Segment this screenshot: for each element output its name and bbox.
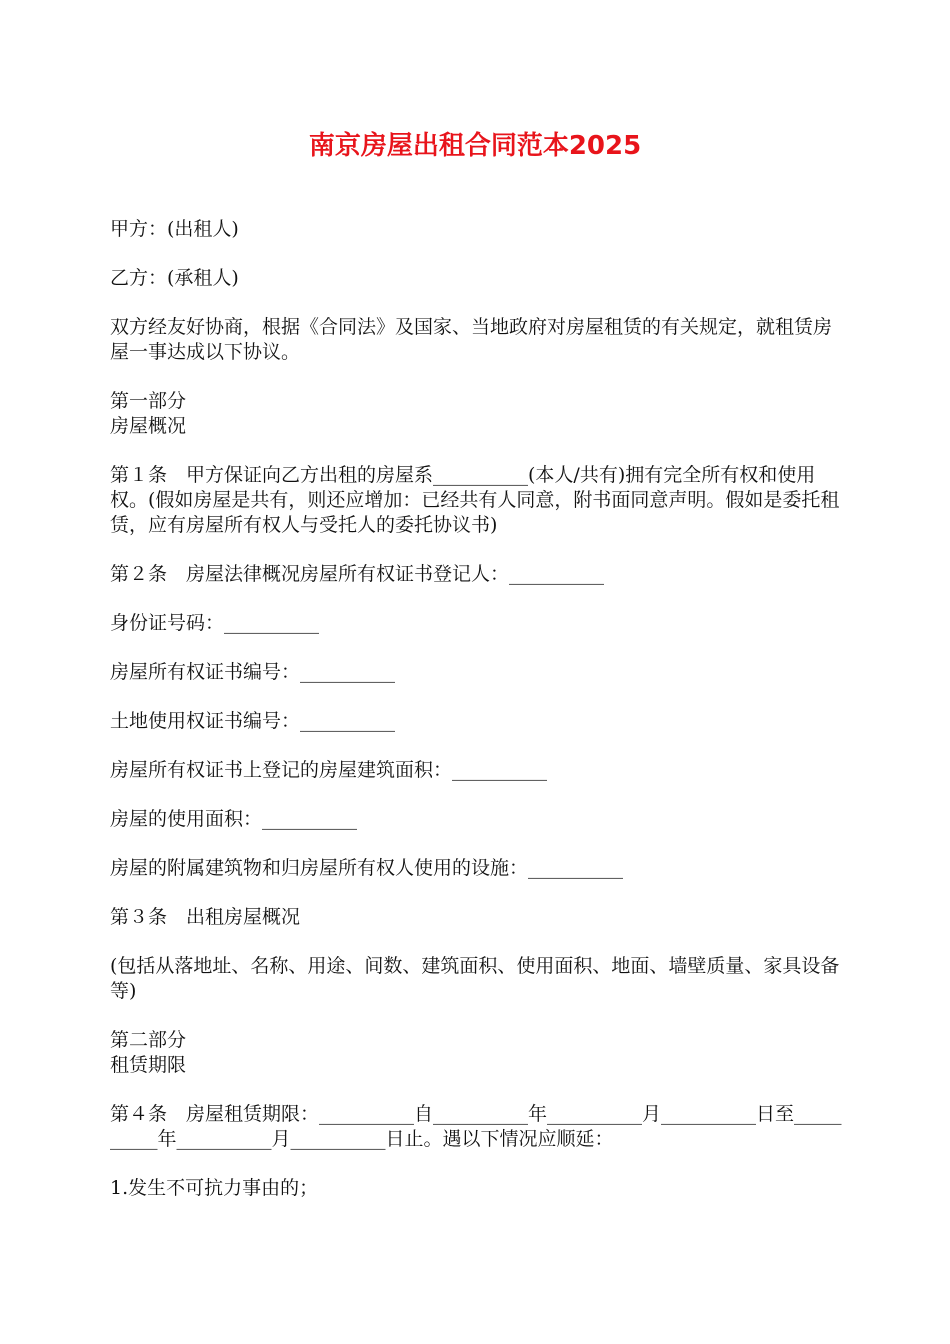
building-area-line: 房屋所有权证书上登记的房屋建筑面积：__________ <box>110 759 548 781</box>
article-3: 第３条 出租房屋概况 <box>110 906 301 928</box>
part1-heading: 第一部分 <box>110 390 187 412</box>
article-4: 第４条 房屋租赁期限：__________自__________年__________月__________日至__________年__________月__________日止。遇以下情况应顺延： <box>110 1103 842 1150</box>
part2-title: 租赁期限 <box>110 1054 187 1076</box>
property-cert-line: 房屋所有权证书编号：__________ <box>110 661 396 683</box>
ancillary-line: 房屋的附属建筑物和归房屋所有权人使用的设施：__________ <box>110 857 624 879</box>
part1-title: 房屋概况 <box>110 415 187 437</box>
list-item-1: 1.发生不可抗力事由的； <box>110 1177 319 1199</box>
usable-area-line: 房屋的使用面积：__________ <box>110 808 358 830</box>
part1-block <box>110 389 842 439</box>
id-number-line: 身份证号码：__________ <box>110 612 320 634</box>
part2-block <box>110 1028 842 1078</box>
party-a-line: 甲方：(出租人) <box>110 218 239 240</box>
part2-heading: 第二部分 <box>110 1029 187 1051</box>
article-1: 第１条 甲方保证向乙方出租的房屋系__________(本人/共有)拥有完全所有权和使用权。(假如房屋是共有，则还应增加：已经共有人同意，附书面同意声明。假如是委托租赁，应有房屋所有权人与受托人的委托协议书) <box>110 464 840 536</box>
document-title: 南京房屋出租合同范本2025 <box>308 131 642 161</box>
intro-paragraph: 双方经友好协商，根据《合同法》及国家、当地政府对房屋租赁的有关规定，就租赁房屋一事达成以下协议。 <box>110 316 833 363</box>
land-cert-line: 土地使用权证书编号：__________ <box>110 710 396 732</box>
article-3-detail: (包括从落地址、名称、用途、间数、建筑面积、使用面积、地面、墙壁质量、家具设备等) <box>110 955 840 1002</box>
document-body <box>110 217 842 1225</box>
article-2: 第２条 房屋法律概况房屋所有权证书登记人：__________ <box>110 563 605 585</box>
party-b-line: 乙方：(承租人) <box>110 267 239 289</box>
